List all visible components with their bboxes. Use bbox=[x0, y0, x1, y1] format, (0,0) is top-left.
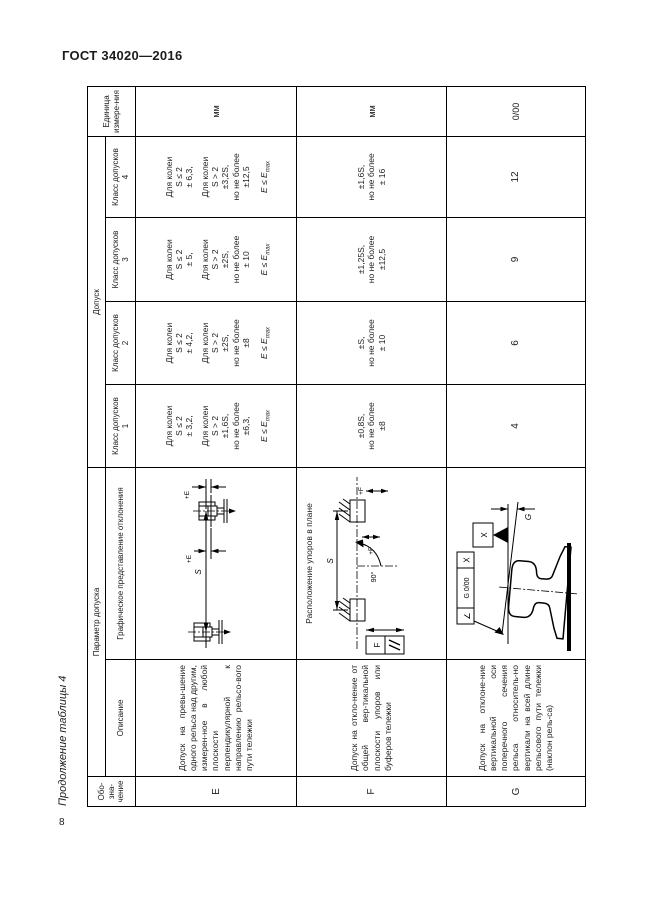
cell-e-unit: мм bbox=[136, 86, 297, 136]
header-class-2: Класс допусков 2 bbox=[106, 301, 136, 384]
header-row-2 bbox=[106, 86, 136, 806]
cell-f-class1: ±0,8S, но не более ±8 bbox=[297, 384, 447, 467]
e-max-formula: $E \le E_{max}$ bbox=[259, 243, 273, 276]
cell-f-class4: ±1,6S, но не более ± 16 bbox=[297, 136, 447, 217]
parallelism-icon bbox=[389, 645, 400, 650]
cell-e-graphic bbox=[136, 467, 297, 659]
svg-text:+F: +F bbox=[368, 547, 375, 555]
cell-e-class3: Для колеи S ≤ 2 ± 5, Для колеи S > 2 ±2S, но не более ± 10 $E \le E_{max}$ bbox=[136, 217, 297, 301]
standard-number: ГОСТ 34020—2016 bbox=[62, 48, 183, 63]
svg-text:X: X bbox=[462, 557, 472, 563]
table-row-g bbox=[447, 86, 586, 806]
cell-g-class4: 12 bbox=[447, 136, 586, 217]
rotated-table-container bbox=[87, 87, 573, 807]
table-continuation-caption: Продолжение таблицы 4 bbox=[57, 675, 69, 806]
cell-e-class1: Для колеи S ≤ 2 ± 3,2, Для колеи S > 2 ±1,6S, но не более ±6,3, $E \le E_{max}$ bbox=[136, 384, 297, 467]
tolerance-frame bbox=[457, 552, 504, 635]
cell-e-class2: Для колеи S ≤ 2 ± 4,2, Для колеи S > 2 ±2S, но не более ±8 $E \le E_{max}$ bbox=[136, 301, 297, 384]
svg-text:X: X bbox=[480, 532, 489, 538]
elevation-dimension-right bbox=[184, 479, 226, 509]
page-number: 8 bbox=[59, 817, 65, 828]
header-parameter: Параметр допуска bbox=[88, 467, 106, 776]
parallelism-icon bbox=[389, 640, 400, 645]
cell-g-class3: 9 bbox=[447, 217, 586, 301]
header-graphic: Графическое представление отклонения bbox=[106, 467, 136, 659]
e-max-formula: $E \le E_{max}$ bbox=[259, 160, 273, 194]
cell-e-designation: E bbox=[136, 777, 297, 807]
cell-f-class2: ±S, но не более ± 10 bbox=[297, 301, 447, 384]
cell-f-description: Допуск на откло-нение от общей вер-тикальной плоскости упоров или буферов тележки bbox=[297, 660, 447, 777]
datum-flag bbox=[473, 523, 508, 547]
cell-f-designation: F bbox=[297, 777, 447, 807]
table-row-e bbox=[136, 86, 297, 806]
wheel-rail-symbol bbox=[188, 616, 231, 648]
cell-f-unit: мм bbox=[297, 86, 447, 136]
svg-text:F: F bbox=[373, 642, 382, 648]
header-class-3: Класс допусков 3 bbox=[106, 217, 136, 301]
cell-e-description: Допуск на превы-шение одного рельса над другим, измерен-ное в любой плоскости перпендикулярной к направлению рельсо-вого пути тележки bbox=[136, 660, 297, 777]
tolerance-table bbox=[87, 86, 586, 807]
angularity-icon: ∠ bbox=[463, 612, 472, 620]
header-class-4: Класс допусков 4 bbox=[106, 136, 136, 217]
header-unit: Единица измере-ния bbox=[88, 86, 136, 136]
svg-text:S: S bbox=[326, 558, 335, 564]
tolerance-frame bbox=[366, 628, 404, 654]
cell-g-unit: 0/00 bbox=[447, 86, 586, 136]
right-angle-mark bbox=[355, 540, 399, 583]
rail-inclination-diagram bbox=[447, 467, 580, 659]
cell-f-class3: ±1,25S, но не более ±12,5 bbox=[297, 217, 447, 301]
svg-text:90°: 90° bbox=[371, 571, 378, 583]
svg-text:+E: +E bbox=[186, 554, 193, 564]
cell-f-graphic bbox=[297, 467, 447, 659]
header-designation: Обо-зна-чение bbox=[88, 777, 136, 807]
wheel-rail-symbol bbox=[193, 495, 236, 527]
offset-dimension-right bbox=[358, 487, 388, 495]
gauge-dimension bbox=[194, 511, 208, 632]
header-row-1 bbox=[88, 86, 106, 806]
cell-e-class4: Для колеи S ≤ 2 ± 6,3, Для колеи S > 2 ±3,2S, но не более ±12,5 $E \le E_{max}$ bbox=[136, 136, 297, 217]
header-tolerance: Допуск bbox=[88, 136, 106, 467]
svg-text:G 0/00: G 0/00 bbox=[464, 577, 471, 599]
cell-g-class1: 4 bbox=[447, 384, 586, 467]
inclination-dimension bbox=[491, 507, 535, 520]
datum-triangle-icon bbox=[493, 527, 508, 543]
f-diagram-caption: Расположение упоров в плане bbox=[304, 503, 314, 624]
stops-plan-diagram bbox=[314, 467, 438, 659]
svg-text:+E: +E bbox=[184, 490, 191, 500]
table-row-f bbox=[297, 86, 447, 806]
header-description: Описание bbox=[106, 660, 136, 777]
cell-g-graphic bbox=[447, 467, 586, 659]
header-class-1: Класс допусков 1 bbox=[106, 384, 136, 467]
svg-text:S: S bbox=[194, 569, 203, 575]
cell-g-description: Допуск на отклоне-ние вертикальной оси поперечного сечения рельса относитель-но вертикали на всей длине рельсового пути тележки (наклон рель-са) bbox=[447, 660, 586, 777]
e-max-formula: $E \le E_{max}$ bbox=[259, 409, 273, 443]
svg-text:+F: +F bbox=[358, 487, 365, 495]
gauge-dimension bbox=[326, 511, 348, 610]
cell-g-designation: G bbox=[447, 777, 586, 807]
svg-text:G: G bbox=[524, 513, 533, 521]
cell-g-class2: 6 bbox=[447, 301, 586, 384]
e-max-formula: $E \le E_{max}$ bbox=[259, 326, 273, 360]
rail-elevation-diagram bbox=[136, 467, 291, 659]
